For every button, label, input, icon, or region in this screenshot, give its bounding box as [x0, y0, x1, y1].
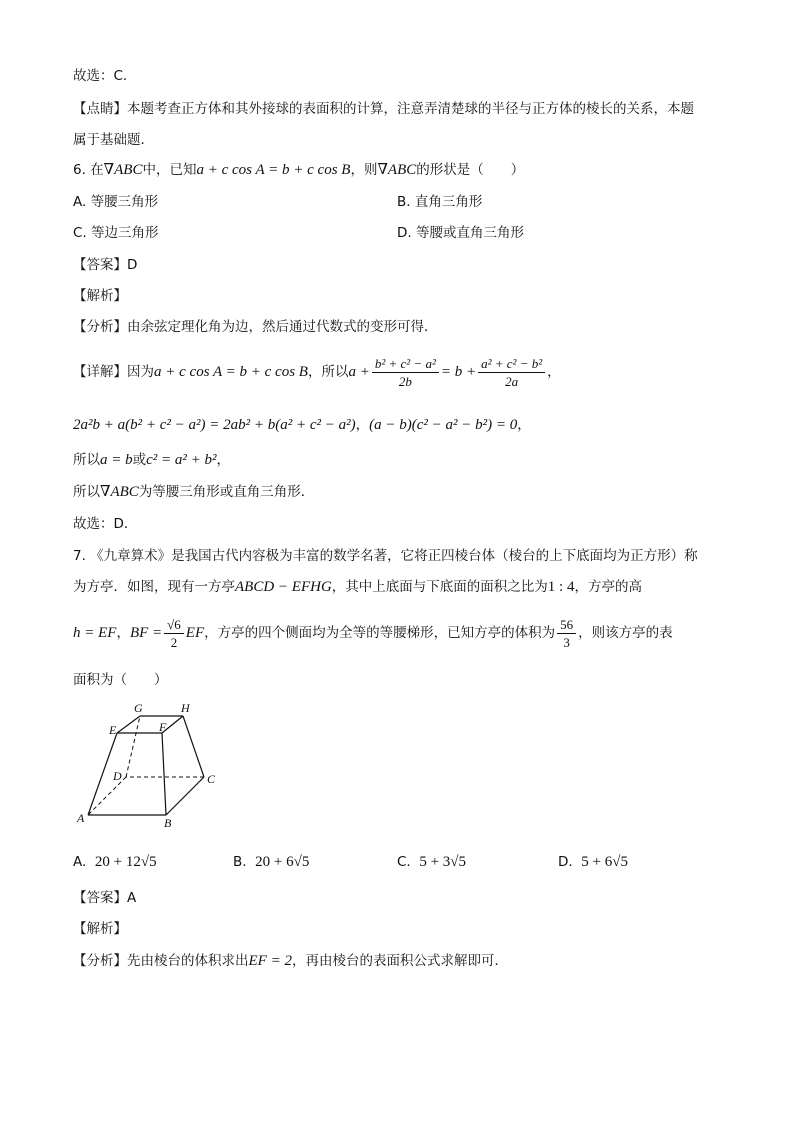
comment-line-2: 属于基础题． — [73, 132, 154, 148]
q6-fraction-2-den: 2a — [478, 372, 545, 390]
q6-text-c: ，则 — [350, 162, 378, 178]
q6-fraction-1-den: 2b — [372, 372, 439, 390]
q7-text-sides: ，方亭的四个侧面均为全等的等腰梯形，已知方亭的体积为 — [204, 625, 556, 641]
q6-detail-line-4 — [73, 482, 314, 502]
q6-option-d: D. 等腰或直角三角形 — [397, 225, 524, 241]
q6-fraction-1-num: b² + c² − a² — [374, 355, 436, 371]
q6-text-b: 中，已知 — [142, 162, 197, 178]
q7-fraction-sqrt6-den: 2 — [164, 633, 184, 651]
q7-text-e: ，方亭的高 — [574, 579, 642, 595]
label-E: E — [109, 723, 117, 737]
edge-CH — [183, 716, 204, 777]
label-D: D — [113, 769, 122, 783]
q7-option-a-value: 20 + 12√5 — [94, 854, 157, 870]
q6-detail-line-1 — [73, 352, 561, 392]
q7-option-a — [73, 852, 157, 872]
q7-option-b-label: B. — [233, 854, 247, 870]
q6-fraction-2 — [478, 355, 545, 390]
edge-EG — [117, 716, 140, 733]
q6-text-d: 的形状是（ ） — [416, 162, 525, 178]
q6-detail-p2: = b + — [440, 364, 477, 380]
comment-line-1: 【点睛】本题考查正方体和其外接球的表面积的计算，注意弄清楚球的半径与正方体的棱长的关系，本题 — [73, 101, 694, 117]
q7-sep: ， — [116, 625, 130, 641]
q6-triangle: ∇ABC — [103, 162, 143, 178]
q7-ef: EF — [185, 625, 205, 641]
q6-detail-eq5: c² = a² + b² — [146, 452, 217, 468]
q6-detail-so-2: 所以 — [73, 484, 100, 500]
q7-fraction-sqrt6 — [164, 616, 184, 651]
q7-height-eq: h = EF — [73, 625, 117, 641]
q7-analysis-eq: EF = 2 — [248, 953, 292, 969]
q6-option-c: C. 等边三角形 — [73, 225, 159, 241]
q6-detail-text-b: ，所以 — [307, 364, 349, 380]
q7-option-b — [233, 852, 309, 872]
q7-fraction-volume — [557, 616, 576, 651]
q7-option-d — [558, 852, 628, 872]
label-A: A — [77, 811, 85, 825]
question-7-line-2 — [73, 577, 642, 597]
q6-detail-end-2: ， — [517, 417, 531, 433]
edge-BC — [166, 777, 204, 815]
q6-detail-conclusion: 为等腰三角形或直角三角形． — [138, 484, 315, 500]
q7-fraction-volume-den: 3 — [557, 633, 576, 651]
q6-detail-text-a: 【详解】因为 — [73, 364, 154, 380]
q6-option-b: B. 直角三角形 — [397, 194, 483, 210]
label-C: C — [207, 772, 216, 786]
q6-detail-triangle: ∇ABC — [100, 484, 139, 500]
q6-text-a: 6. 在 — [73, 162, 104, 178]
q6-fraction-1 — [372, 355, 439, 390]
q6-detail-so: 所以 — [73, 452, 100, 468]
q7-text-a: 为方亭．如图，现有一方亭 — [73, 579, 235, 595]
q6-detail-line-3 — [73, 450, 230, 470]
q7-analysis-text-a: 【分析】先由棱台的体积求出 — [73, 953, 249, 969]
q7-analysis — [73, 951, 508, 971]
q6-analysis-heading: 【解析】 — [73, 288, 127, 304]
q7-option-b-value: 20 + 6√5 — [255, 854, 310, 870]
q6-detail-p1: a + — [348, 364, 370, 380]
q7-option-c-label: C. — [397, 854, 411, 870]
q6-option-a: A. 等腰三角形 — [73, 194, 159, 210]
q6-detail-eq3: (a − b)(c² − a² − b²) = 0 — [369, 417, 518, 433]
label-G: G — [134, 701, 143, 715]
q6-detail-eq2: 2a²b + a(b² + c² − a²) = 2ab² + b(a² + c² − a²) — [73, 417, 356, 433]
q6-detail-sep: ， — [355, 417, 370, 433]
q6-triangle-2: ∇ABC — [377, 162, 417, 178]
select-line-prev: 故选：C． — [73, 68, 137, 84]
q6-fraction-2-num: a² + c² − b² — [481, 355, 543, 371]
q6-detail-eq1: a + c cos A = b + c cos B — [154, 364, 308, 380]
q7-option-d-value: 5 + 6√5 — [581, 854, 628, 870]
q7-fraction-volume-num: 56 — [560, 616, 574, 632]
q7-solid-name: ABCD − EFHG — [235, 579, 332, 595]
q7-option-a-label: A. — [73, 854, 87, 870]
q6-detail-line-2 — [73, 415, 531, 435]
question-7-line-1: 7. 《九章算术》是我国古代内容极为丰富的数学名著，它将正四棱台体（棱台的上下底面均为正方形）称 — [73, 548, 698, 564]
q7-text-c: ，其中上底面与下底面的面积之比为 — [331, 579, 548, 595]
question-6-stem — [73, 160, 524, 180]
question-7-line-4: 面积为（ ） — [73, 672, 168, 688]
q7-answer: 【答案】A — [73, 890, 137, 906]
q6-detail-end: ， — [547, 364, 561, 380]
frustum-figure — [70, 700, 230, 830]
q7-analysis-heading: 【解析】 — [73, 921, 127, 937]
question-7-line-3 — [73, 613, 673, 653]
q6-answer: 【答案】D — [73, 257, 138, 273]
q6-select: 故选：D． — [73, 516, 138, 532]
q7-text-end: ，则该方亭的表 — [578, 625, 673, 641]
q7-option-d-label: D. — [558, 854, 573, 870]
q6-equation: a + c cos A = b + c cos B — [196, 162, 351, 178]
q7-fraction-sqrt6-num: √6 — [167, 616, 181, 632]
edge-BF — [162, 733, 166, 815]
q6-detail-or: 或 — [132, 452, 147, 468]
q7-option-c-value: 5 + 3√5 — [419, 854, 467, 870]
q7-option-c — [397, 852, 466, 872]
q6-detail-eq4: a = b — [100, 452, 133, 468]
label-F: F — [159, 720, 167, 734]
q7-bf-eq: BF = — [129, 625, 163, 641]
q6-detail-end-3: ， — [216, 452, 231, 468]
label-B: B — [164, 816, 172, 830]
q6-analysis: 【分析】由余弦定理化角为边，然后通过代数式的变形可得． — [73, 319, 438, 335]
q7-analysis-text-c: ，再由棱台的表面积公式求解即可． — [291, 953, 508, 969]
label-H: H — [181, 701, 190, 715]
q7-ratio: 1 : 4 — [547, 579, 575, 595]
